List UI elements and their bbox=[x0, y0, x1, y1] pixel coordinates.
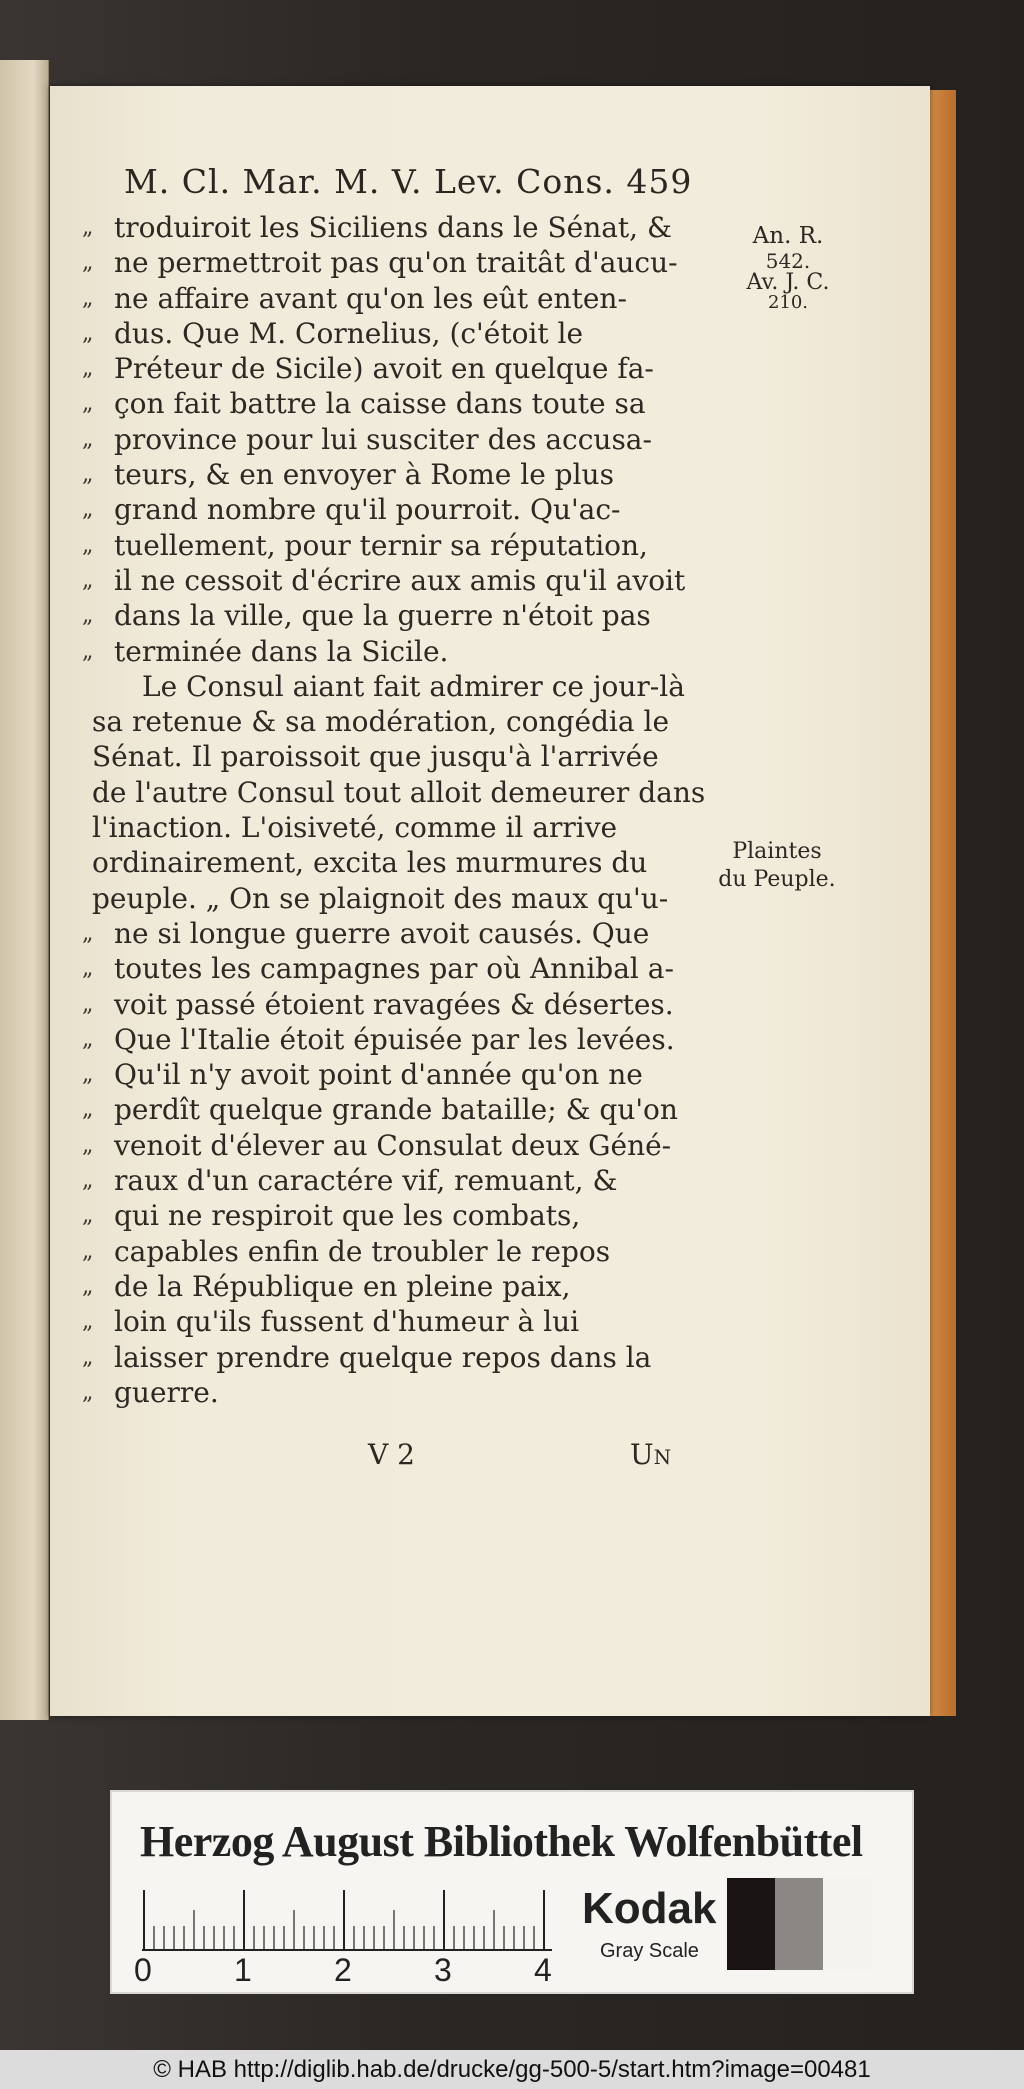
ruler-scale bbox=[142, 1890, 562, 1954]
quote-mark: „ bbox=[82, 1309, 94, 1335]
ruler-number: 4 bbox=[534, 1952, 552, 1988]
ruler-number: 2 bbox=[334, 1952, 352, 1988]
line-text: guerre. bbox=[114, 1375, 219, 1409]
text-line bbox=[82, 316, 722, 351]
quote-gutter bbox=[82, 669, 92, 704]
line-text: dans la ville, que la guerre n'étoit pas bbox=[114, 599, 651, 633]
quote-mark: „ bbox=[82, 426, 94, 452]
ruler-number: 1 bbox=[234, 1952, 252, 1988]
line-text: laisser prendre quelque repos dans la bbox=[114, 1340, 652, 1374]
line-text: province pour lui susciter des accusa- bbox=[114, 422, 652, 456]
text-line bbox=[82, 457, 722, 492]
text-line bbox=[82, 634, 722, 669]
line-text: Préteur de Sicile) avoit en quelque fa- bbox=[114, 352, 654, 386]
kodak-logo: Kodak bbox=[582, 1884, 717, 1933]
quote-mark: „ bbox=[82, 638, 94, 664]
text-line bbox=[82, 881, 722, 916]
text-line bbox=[82, 775, 722, 810]
text-line bbox=[82, 1128, 722, 1163]
quote-mark: „ bbox=[82, 1344, 94, 1370]
line-text: ne affaire avant qu'on les eût enten- bbox=[114, 281, 627, 315]
text-line bbox=[82, 1057, 722, 1092]
library-name: Herzog August Bibliothek Wolfenbüttel bbox=[140, 1817, 863, 1866]
text-line bbox=[82, 598, 722, 633]
line-text: ne si longue guerre avoit causés. Que bbox=[114, 916, 650, 950]
quote-mark: „ bbox=[82, 956, 94, 982]
quote-gutter bbox=[82, 739, 92, 774]
quote-mark: „ bbox=[82, 285, 94, 311]
quote-gutter bbox=[82, 881, 92, 916]
quote-gutter bbox=[82, 810, 92, 845]
margin-topic-note bbox=[712, 838, 842, 894]
quote-gutter bbox=[82, 704, 92, 739]
line-text: ne permettroit pas qu'on traitât d'aucu- bbox=[114, 246, 678, 280]
gray-scale-swatches bbox=[727, 1878, 871, 1970]
signature-mark: V 2 bbox=[368, 1438, 415, 1471]
facing-page-edge bbox=[0, 60, 49, 1720]
margin-year-line: 210. bbox=[767, 292, 809, 313]
line-text: loin qu'ils fussent d'humeur à lui bbox=[114, 1305, 580, 1339]
line-text: grand nombre qu'il pourroit. Qu'ac- bbox=[114, 493, 621, 527]
line-text: tuellement, pour ternir sa réputation, bbox=[114, 528, 648, 562]
text-line bbox=[82, 987, 722, 1022]
text-line bbox=[82, 845, 722, 880]
text-line bbox=[82, 1340, 722, 1375]
quote-mark: „ bbox=[82, 920, 94, 946]
text-line bbox=[82, 210, 722, 245]
line-text: teurs, & en envoyer à Rome le plus bbox=[114, 458, 614, 492]
line-text: toutes les campagnes par où Annibal a- bbox=[114, 952, 674, 986]
line-text: perdît quelque grande bataille; & qu'on bbox=[114, 1093, 678, 1127]
body-text bbox=[82, 210, 722, 1410]
text-line bbox=[82, 810, 722, 845]
line-text: raux d'un caractére vif, remuant, & bbox=[114, 1164, 618, 1198]
text-line bbox=[82, 422, 722, 457]
text-line bbox=[82, 1022, 722, 1057]
line-text: de l'autre Consul tout alloit demeurer dans bbox=[92, 775, 706, 809]
line-text: çon fait battre la caisse dans toute sa bbox=[114, 387, 646, 421]
quote-mark: „ bbox=[82, 1203, 94, 1229]
text-line bbox=[82, 492, 722, 527]
quote-mark: „ bbox=[82, 497, 94, 523]
text-line bbox=[82, 1163, 722, 1198]
color-target-card bbox=[110, 1790, 914, 1994]
text-line bbox=[82, 351, 722, 386]
quote-gutter bbox=[82, 775, 92, 810]
text-line bbox=[82, 951, 722, 986]
text-line bbox=[82, 1269, 722, 1304]
quote-mark: „ bbox=[82, 1273, 94, 1299]
text-line bbox=[82, 386, 722, 421]
line-text: troduiroit les Siciliens dans le Sénat, & bbox=[114, 211, 672, 244]
quote-mark: „ bbox=[82, 250, 94, 276]
quote-mark: „ bbox=[82, 320, 94, 346]
text-line bbox=[82, 1092, 722, 1127]
gray-scale-label: Gray Scale bbox=[600, 1940, 699, 1962]
line-text: de la République en pleine paix, bbox=[114, 1269, 571, 1303]
quote-mark: „ bbox=[82, 1132, 94, 1158]
quote-mark: „ bbox=[82, 391, 94, 417]
text-line bbox=[82, 1375, 722, 1410]
line-text: l'inaction. L'oisiveté, comme il arrive bbox=[92, 811, 618, 845]
text-line bbox=[82, 1198, 722, 1233]
line-text: dus. Que M. Cornelius, (c'étoit le bbox=[114, 316, 584, 350]
line-text: terminée dans la Sicile. bbox=[114, 634, 449, 668]
gray-swatch bbox=[823, 1878, 871, 1970]
margin-year-line: An. R. bbox=[752, 223, 824, 249]
line-text: il ne cessoit d'écrire aux amis qu'il avoit bbox=[114, 563, 686, 597]
quote-mark: „ bbox=[82, 532, 94, 558]
quote-mark: „ bbox=[82, 1379, 94, 1405]
margin-year-note bbox=[738, 222, 838, 312]
text-line bbox=[82, 916, 722, 951]
text-line bbox=[82, 528, 722, 563]
catchword: Un bbox=[630, 1438, 672, 1471]
text-line bbox=[82, 281, 722, 316]
line-text: venoit d'élever au Consulat deux Géné- bbox=[114, 1128, 672, 1162]
quote-mark: „ bbox=[82, 462, 94, 488]
text-line bbox=[82, 1304, 722, 1339]
line-text: Sénat. Il paroissoit que jusqu'à l'arrivée bbox=[92, 740, 659, 774]
quote-mark: „ bbox=[82, 215, 94, 240]
line-text: capables enfin de troubler le repos bbox=[114, 1234, 611, 1268]
gray-swatch bbox=[727, 1878, 775, 1970]
margin-topic-line: du Peuple. bbox=[718, 867, 836, 892]
line-text: Que l'Italie étoit épuisée par les levées. bbox=[114, 1022, 675, 1056]
ruler-numbers bbox=[134, 1952, 574, 1988]
quote-mark: „ bbox=[82, 603, 94, 629]
text-line bbox=[82, 245, 722, 280]
line-text: Le Consul aiant fait admirer ce jour-là bbox=[142, 669, 685, 703]
quote-mark: „ bbox=[82, 567, 94, 593]
margin-year-line: 542. bbox=[765, 249, 811, 273]
margin-year-line: Av. J. C. bbox=[746, 270, 830, 295]
text-line bbox=[82, 563, 722, 598]
quote-mark: „ bbox=[82, 1026, 94, 1052]
text-line bbox=[82, 669, 722, 704]
quote-mark: „ bbox=[82, 356, 94, 382]
line-text: peuple. „ On se plaignoit des maux qu'u- bbox=[92, 881, 669, 915]
quote-mark: „ bbox=[82, 1097, 94, 1123]
quote-mark: „ bbox=[82, 1062, 94, 1088]
quote-mark: „ bbox=[82, 1168, 94, 1194]
quote-gutter bbox=[82, 845, 92, 880]
margin-topic-line: Plaintes bbox=[732, 839, 822, 864]
line-text: sa retenue & sa modération, congédia le bbox=[92, 705, 670, 739]
text-line bbox=[82, 739, 722, 774]
line-text: voit passé étoient ravagées & désertes. bbox=[114, 987, 674, 1021]
line-text: ordinairement, excita les murmures du bbox=[92, 846, 648, 880]
text-line bbox=[82, 1234, 722, 1269]
line-text: qui ne respiroit que les combats, bbox=[114, 1199, 581, 1233]
line-text: Qu'il n'y avoit point d'année qu'on ne bbox=[114, 1058, 643, 1092]
quote-mark: „ bbox=[82, 991, 94, 1017]
ruler-number: 0 bbox=[134, 1952, 152, 1988]
quote-mark: „ bbox=[82, 1238, 94, 1264]
ruler-number: 3 bbox=[434, 1952, 452, 1988]
text-line bbox=[82, 704, 722, 739]
running-head: M. Cl. Mar. M. V. Lev. Cons. 459 bbox=[124, 162, 693, 201]
copyright-footer: © HAB http://diglib.hab.de/drucke/gg-500-5/start.htm?image=00481 bbox=[0, 2050, 1024, 2089]
gray-swatch bbox=[775, 1878, 823, 1970]
